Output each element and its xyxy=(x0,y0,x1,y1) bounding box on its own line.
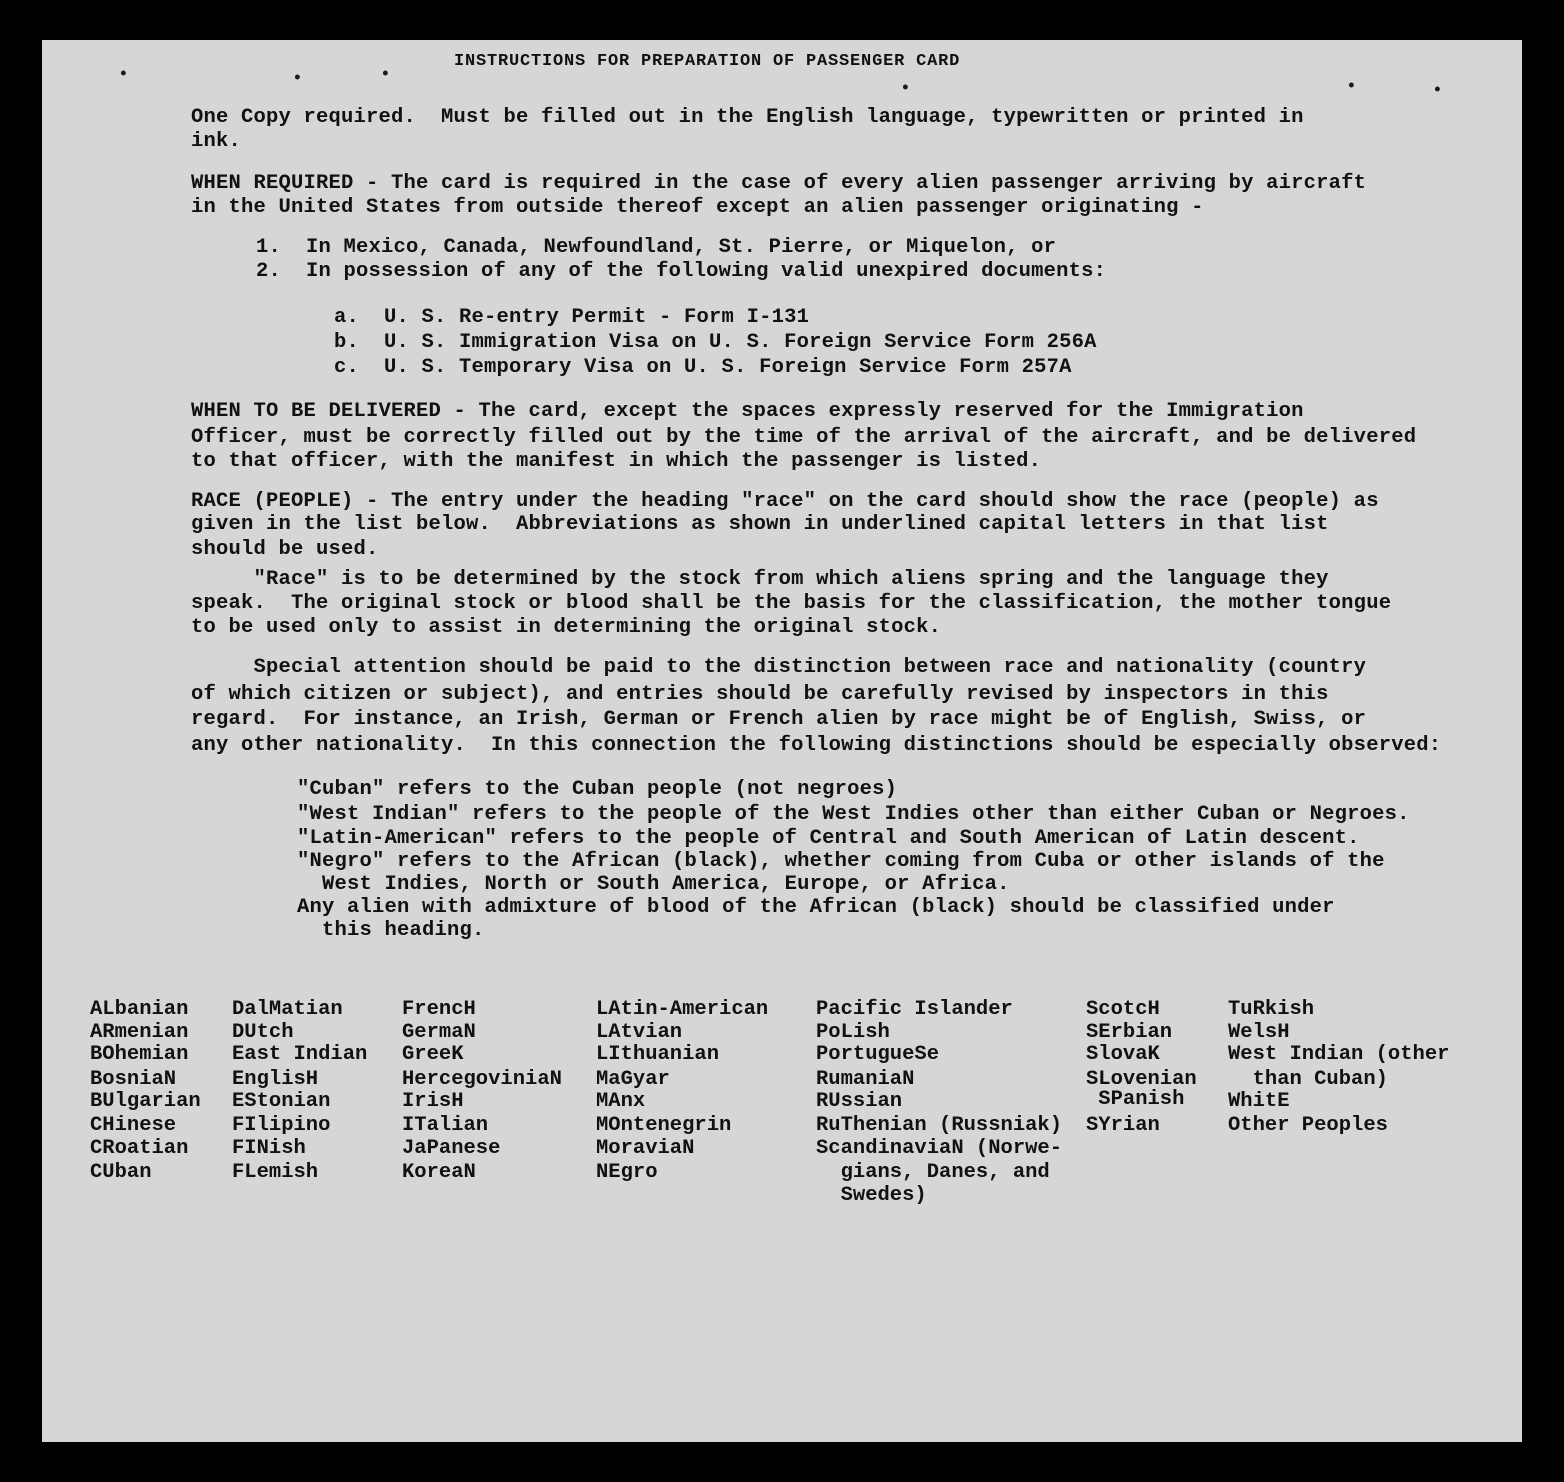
race-entry: IrisH xyxy=(402,1090,464,1113)
race-entry: KoreaN xyxy=(402,1161,476,1184)
race-entry: NEgro xyxy=(596,1161,658,1184)
race-entry: SPanish xyxy=(1086,1088,1185,1111)
subitem-c: c. U. S. Temporary Visa on U. S. Foreign Service Form 257A xyxy=(334,356,1072,379)
race-entry: RUssian xyxy=(816,1090,903,1113)
distinction-cuban: "Cuban" refers to the Cuban people (not negroes) xyxy=(297,778,898,801)
race-entry: LAtvian xyxy=(596,1021,683,1044)
speck: • xyxy=(292,69,303,89)
special-line-1: Special attention should be paid to the distinction between race and nationality (country xyxy=(191,656,1367,679)
copy-line-1: One Copy required. Must be filled out in the English language, typewritten or printed in xyxy=(191,106,1304,129)
speck: • xyxy=(1432,81,1443,101)
race-entry: RumaniaN xyxy=(816,1068,915,1091)
special-line-2: of which citizen or subject), and entries should be carefully revised by inspectors in this xyxy=(191,683,1329,706)
race-entry: SErbian xyxy=(1086,1021,1173,1044)
race-entry: ALbanian xyxy=(90,998,189,1021)
race-entry: Other Peoples xyxy=(1228,1114,1388,1137)
when-delivered-line-2: Officer, must be correctly filled out by the time of the arrival of the aircraft, and be delivered xyxy=(191,426,1417,449)
race-entry: Pacific Islander xyxy=(816,998,1013,1021)
special-line-3: regard. For instance, an Irish, German or French alien by race might be of English, Swiss, or xyxy=(191,708,1367,731)
when-required-line-2: in the United States from outside thereof except an alien passenger originating - xyxy=(191,196,1204,219)
race-entry: FIlipino xyxy=(232,1114,331,1137)
race-line-2: given in the list below. Abbreviations as shown in underlined capital letters in that list xyxy=(191,513,1329,536)
race-entry: CHinese xyxy=(90,1114,177,1137)
race-entry: GermaN xyxy=(402,1021,476,1044)
when-delivered-line-1: WHEN TO BE DELIVERED - The card, except the spaces expressly reserved for the Immigration xyxy=(191,400,1304,423)
race-entry: FLemish xyxy=(232,1161,319,1184)
race-entry: DUtch xyxy=(232,1021,294,1044)
race-entry: CUban xyxy=(90,1161,152,1184)
race-entry: DalMatian xyxy=(232,998,343,1021)
race-entry: RuThenian (Russniak) xyxy=(816,1114,1063,1137)
race-entry: WhitE xyxy=(1228,1090,1290,1113)
distinction-negro-1: "Negro" refers to the African (black), whether coming from Cuba or other islands of the xyxy=(297,850,1385,873)
item-2: 2. In possession of any of the following valid unexpired documents: xyxy=(256,260,1107,283)
subitem-b: b. U. S. Immigration Visa on U. S. Foreign Service Form 256A xyxy=(334,331,1097,354)
race-def-line-3: to be used only to assist in determining the original stock. xyxy=(191,616,942,639)
distinction-admixture-2: this heading. xyxy=(297,919,485,942)
race-entry: LAtin-American xyxy=(596,998,769,1021)
distinction-west-indian: "West Indian" refers to the people of the West Indies other than either Cuban or Negroes. xyxy=(297,803,1410,826)
race-entry: PoLish xyxy=(816,1021,890,1044)
race-entry: BosniaN xyxy=(90,1068,177,1091)
race-entry: Swedes) xyxy=(816,1184,927,1207)
race-entry: ScandinaviaN (Norwe- xyxy=(816,1137,1063,1160)
race-entry: SLovenian xyxy=(1086,1068,1197,1091)
race-entry: East Indian xyxy=(232,1043,368,1066)
race-entry: gians, Danes, and xyxy=(816,1161,1050,1184)
when-required-line-1: WHEN REQUIRED - The card is required in the case of every alien passenger arriving by aircraft xyxy=(191,172,1367,195)
race-entry: WelsH xyxy=(1228,1021,1290,1044)
document-title: INSTRUCTIONS FOR PREPARATION OF PASSENGER CARD xyxy=(454,52,961,71)
distinction-negro-2: West Indies, North or South America, Europe, or Africa. xyxy=(297,873,1010,896)
item-1: 1. In Mexico, Canada, Newfoundland, St. Pierre, or Miquelon, or xyxy=(256,236,1057,259)
race-entry: BUlgarian xyxy=(90,1090,201,1113)
race-entry: than Cuban) xyxy=(1228,1068,1388,1091)
race-entry: FINish xyxy=(232,1137,306,1160)
copy-line-2: ink. xyxy=(191,130,242,153)
when-delivered-line-3: to that officer, with the manifest in which the passenger is listed. xyxy=(191,450,1042,473)
speck: • xyxy=(1346,77,1357,97)
special-line-4: any other nationality. In this connection the following distinctions should be especially observed: xyxy=(191,734,1442,757)
race-def-line-1: "Race" is to be determined by the stock from which aliens spring and the language they xyxy=(191,568,1329,591)
race-entry: TuRkish xyxy=(1228,998,1315,1021)
race-entry: BOhemian xyxy=(90,1043,189,1066)
race-entry: West Indian (other xyxy=(1228,1043,1450,1066)
race-entry: PortugueSe xyxy=(816,1043,940,1066)
race-def-line-2: speak. The original stock or blood shall be the basis for the classification, the mother tongue xyxy=(191,592,1392,615)
distinction-admixture-1: Any alien with admixture of blood of the African (black) should be classified under xyxy=(297,896,1335,919)
race-entry: SYrian xyxy=(1086,1114,1160,1137)
race-entry: SlovaK xyxy=(1086,1043,1160,1066)
subitem-a: a. U. S. Re-entry Permit - Form I-131 xyxy=(334,306,810,329)
race-entry: MAnx xyxy=(596,1090,646,1113)
race-entry: HercegoviniaN xyxy=(402,1068,562,1091)
race-line-3: should be used. xyxy=(191,538,379,561)
race-entry: JaPanese xyxy=(402,1137,501,1160)
race-entry: FrencH xyxy=(402,998,476,1021)
race-line-1: RACE (PEOPLE) - The entry under the heading "race" on the card should show the race (people) as xyxy=(191,490,1379,513)
distinction-latin-american: "Latin-American" refers to the people of Central and South American of Latin descent. xyxy=(297,827,1360,850)
speck: • xyxy=(118,65,129,85)
race-entry: LIthuanian xyxy=(596,1043,720,1066)
race-entry: ARmenian xyxy=(90,1021,189,1044)
race-entry: EStonian xyxy=(232,1090,331,1113)
race-entry: MaGyar xyxy=(596,1068,670,1091)
speck: • xyxy=(380,65,391,85)
race-entry: EnglisH xyxy=(232,1068,319,1091)
document-page xyxy=(42,40,1522,1442)
race-entry: MOntenegrin xyxy=(596,1114,732,1137)
race-entry: CRoatian xyxy=(90,1137,189,1160)
race-entry: ITalian xyxy=(402,1114,489,1137)
race-entry: MoraviaN xyxy=(596,1137,695,1160)
race-entry: ScotcH xyxy=(1086,998,1160,1021)
speck: • xyxy=(900,79,911,99)
race-entry: GreeK xyxy=(402,1043,464,1066)
